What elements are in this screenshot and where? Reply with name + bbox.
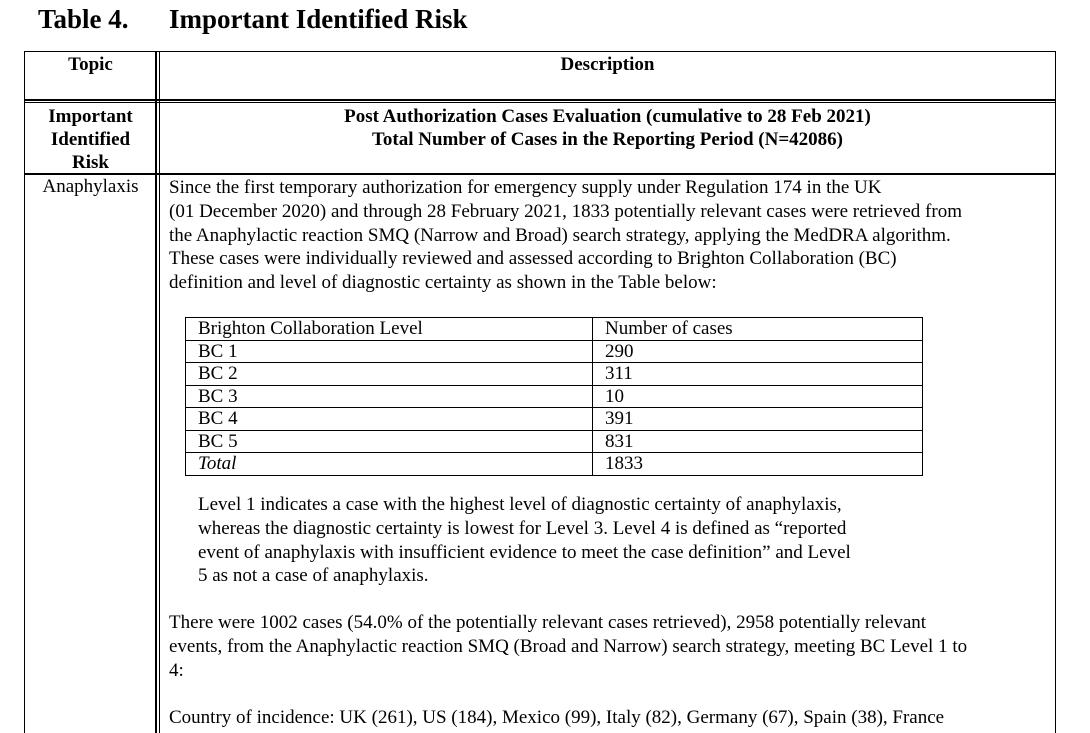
topic-line: Important (48, 106, 133, 127)
text-line: the Anaphylactic reaction SMQ (Narrow and Broad) search strategy, applying the MedDRA algorithm. (169, 224, 951, 246)
table-row (186, 340, 923, 363)
row-topic-anaphylaxis: Anaphylaxis (42, 176, 139, 197)
text-line: event of anaphylaxis with insufficient evidence to meet the case definition” and Level (198, 541, 851, 563)
table-row (186, 408, 923, 431)
topic-line: Identified (50, 129, 131, 150)
text-line: (01 December 2020) and through 28 February 2021, 1833 potentially relevant cases were retrieved from (169, 200, 962, 222)
country-paragraph (169, 706, 1049, 730)
cases-cell: 831 (593, 430, 923, 453)
text-line: These cases were individually reviewed and assessed according to Brighton Collaboration (BC) (169, 248, 897, 270)
brighton-collaboration-table (185, 317, 923, 476)
topic-line: Risk (72, 152, 109, 173)
text-line: definition and level of diagnostic certainty as shown in the Table below: (169, 272, 717, 294)
table-header-row (186, 318, 923, 341)
table-caption (38, 4, 468, 35)
bc-level-note (198, 493, 918, 588)
text-line: There were 1002 cases (54.0% of the potentially relevant cases retrieved), 2958 potentially relevant (169, 612, 927, 633)
text-line: Since the first temporary authorization for emergency supply under Regulation 174 in the UK (169, 177, 882, 198)
text-line: whereas the diagnostic certainty is lowest for Level 3. Level 4 is defined as “reported (198, 517, 847, 539)
cases-cell: 290 (593, 340, 923, 363)
table-row (186, 363, 923, 386)
header-divider (25, 99, 1055, 101)
cases-cell: 391 (593, 408, 923, 431)
cases-cell: 10 (593, 385, 923, 408)
evaluation-title: Post Authorization Cases Evaluation (cumulative to 28 Feb 2021) (344, 106, 871, 127)
table-row (186, 385, 923, 408)
evaluation-total-cases: Total Number of Cases in the Reporting Period (N=42086) (371, 129, 844, 150)
text-line: 4: (169, 659, 184, 681)
row-topic-important-identified-risk (25, 105, 156, 174)
level-cell: BC 2 (186, 363, 593, 386)
row-description-evaluation-heading (160, 105, 1055, 151)
total-cases-cell: 1833 (593, 453, 923, 476)
cases-cell: 311 (593, 363, 923, 386)
column-header-level: Brighton Collaboration Level (186, 318, 593, 341)
table-title: Important Identified Risk (169, 4, 468, 34)
table-total-row (186, 453, 923, 476)
text-line: 5 as not a case of anaphylaxis. (198, 565, 429, 587)
intro-paragraph (169, 176, 1049, 295)
column-divider-inner (159, 52, 160, 733)
risk-table (24, 51, 1056, 733)
text-line: events, from the Anaphylactic reaction SMQ (Broad and Narrow) search strategy, meeting BC Level 1 to (169, 635, 968, 657)
level-cell: BC 3 (186, 385, 593, 408)
row-divider (25, 173, 1055, 175)
cases-paragraph (169, 611, 1049, 682)
level-cell: BC 5 (186, 430, 593, 453)
total-label-cell: Total (186, 453, 593, 476)
level-cell: BC 1 (186, 340, 593, 363)
header-description: Description (560, 54, 655, 75)
text-line: Level 1 indicates a case with the highest level of diagnostic certainty of anaphylaxis, (198, 494, 842, 515)
table-row (186, 430, 923, 453)
table-number: Table 4. (38, 4, 129, 34)
column-header-cases: Number of cases (593, 318, 923, 341)
text-line: Country of incidence: UK (261), US (184), Mexico (99), Italy (82), Germany (67), Spain (38), France (169, 707, 945, 728)
header-topic: Topic (68, 54, 113, 75)
level-cell: BC 4 (186, 408, 593, 431)
header-divider-inner (25, 102, 1055, 103)
